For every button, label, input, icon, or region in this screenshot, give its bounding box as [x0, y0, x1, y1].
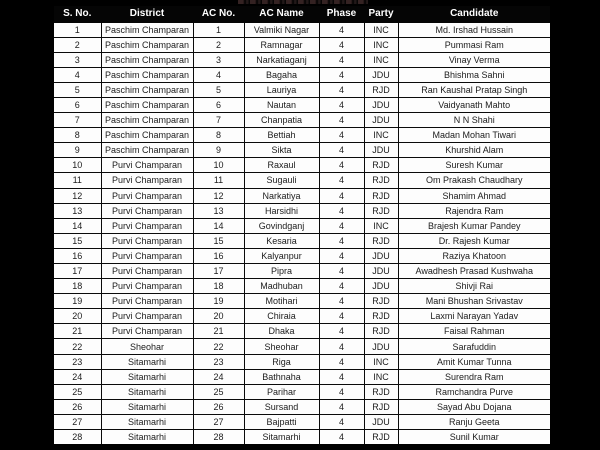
cell-party: RJD: [364, 430, 398, 445]
cell-ac-name: Raxaul: [244, 158, 319, 173]
cell-candidate: Laxmi Narayan Yadav: [398, 309, 551, 324]
cell-party: RJD: [364, 158, 398, 173]
cell-phase: 4: [319, 22, 364, 37]
cell-phase: 4: [319, 52, 364, 67]
cell-ac-no: 8: [193, 128, 244, 143]
cell-sno: 3: [53, 52, 101, 67]
cell-ac-no: 24: [193, 369, 244, 384]
cell-sno: 4: [53, 67, 101, 82]
cell-party: JDU: [364, 264, 398, 279]
cell-ac-no: 6: [193, 97, 244, 112]
cell-candidate: Sayad Abu Dojana: [398, 399, 551, 414]
header-ac-no: AC No.: [193, 5, 244, 22]
cell-party: JDU: [364, 113, 398, 128]
cell-party: RJD: [364, 294, 398, 309]
table-body: [53, 22, 551, 445]
cell-candidate: Khurshid Alam: [398, 143, 551, 158]
cell-phase: 4: [319, 158, 364, 173]
cell-party: RJD: [364, 173, 398, 188]
cell-phase: 4: [319, 399, 364, 414]
cell-party: JDU: [364, 248, 398, 263]
table-header: [53, 5, 551, 22]
cell-ac-name: Valmiki Nagar: [244, 22, 319, 37]
cell-district: Purvi Champaran: [101, 248, 193, 263]
cell-phase: 4: [319, 203, 364, 218]
cell-ac-no: 1: [193, 22, 244, 37]
cell-candidate: Raziya Khatoon: [398, 248, 551, 263]
table-row: [53, 369, 551, 384]
cell-party: INC: [364, 128, 398, 143]
cell-sno: 21: [53, 324, 101, 339]
cell-ac-name: Lauriya: [244, 82, 319, 97]
cell-ac-no: 18: [193, 279, 244, 294]
cell-sno: 10: [53, 158, 101, 173]
cell-candidate: Suresh Kumar: [398, 158, 551, 173]
table-row: [53, 279, 551, 294]
cell-phase: 4: [319, 218, 364, 233]
cell-ac-name: Bettiah: [244, 128, 319, 143]
cell-sno: 24: [53, 369, 101, 384]
cell-ac-no: 21: [193, 324, 244, 339]
cell-ac-name: Riga: [244, 354, 319, 369]
cell-phase: 4: [319, 279, 364, 294]
cell-phase: 4: [319, 113, 364, 128]
cell-phase: 4: [319, 369, 364, 384]
table-row: [53, 113, 551, 128]
cell-ac-no: 12: [193, 188, 244, 203]
cell-party: RJD: [364, 188, 398, 203]
cell-district: Purvi Champaran: [101, 158, 193, 173]
cell-district: Sitamarhi: [101, 414, 193, 429]
cell-district: Sitamarhi: [101, 430, 193, 445]
cell-candidate: Sunil Kumar: [398, 430, 551, 445]
cell-district: Paschim Champaran: [101, 22, 193, 37]
cell-party: INC: [364, 369, 398, 384]
cell-district: Purvi Champaran: [101, 173, 193, 188]
cell-ac-name: Bagaha: [244, 67, 319, 82]
cell-ac-no: 7: [193, 113, 244, 128]
header-phase: Phase: [319, 5, 364, 22]
cell-ac-no: 15: [193, 233, 244, 248]
cell-candidate: Madan Mohan Tiwari: [398, 128, 551, 143]
cell-district: Sitamarhi: [101, 354, 193, 369]
cell-party: JDU: [364, 414, 398, 429]
table-row: [53, 188, 551, 203]
cell-party: INC: [364, 37, 398, 52]
cell-sno: 26: [53, 399, 101, 414]
header-party: Party: [364, 5, 398, 22]
cell-district: Paschim Champaran: [101, 97, 193, 112]
cell-district: Purvi Champaran: [101, 324, 193, 339]
cell-ac-name: Madhuban: [244, 279, 319, 294]
cell-candidate: Faisal Rahman: [398, 324, 551, 339]
cell-phase: 4: [319, 188, 364, 203]
cell-sno: 23: [53, 354, 101, 369]
cell-candidate: Ramchandra Purve: [398, 384, 551, 399]
cell-ac-name: Narkatiya: [244, 188, 319, 203]
cell-sno: 2: [53, 37, 101, 52]
table-row: [53, 430, 551, 445]
cell-sno: 13: [53, 203, 101, 218]
cell-party: RJD: [364, 324, 398, 339]
cell-candidate: Vaidyanath Mahto: [398, 97, 551, 112]
cell-candidate: Sarafuddin: [398, 339, 551, 354]
cell-phase: 4: [319, 233, 364, 248]
cell-sno: 12: [53, 188, 101, 203]
table-row: [53, 384, 551, 399]
cell-district: Sheohar: [101, 339, 193, 354]
cell-district: Sitamarhi: [101, 384, 193, 399]
cell-candidate: Brajesh Kumar Pandey: [398, 218, 551, 233]
cell-candidate: Md. Irshad Hussain: [398, 22, 551, 37]
cell-phase: 4: [319, 294, 364, 309]
cell-sno: 27: [53, 414, 101, 429]
cell-sno: 15: [53, 233, 101, 248]
cell-ac-no: 14: [193, 218, 244, 233]
cell-ac-no: 3: [193, 52, 244, 67]
cell-district: Purvi Champaran: [101, 218, 193, 233]
cell-candidate: Shamim Ahmad: [398, 188, 551, 203]
cell-party: JDU: [364, 143, 398, 158]
cell-sno: 18: [53, 279, 101, 294]
table-row: [53, 339, 551, 354]
table-row: [53, 158, 551, 173]
cell-party: JDU: [364, 67, 398, 82]
cell-phase: 4: [319, 97, 364, 112]
cell-ac-no: 27: [193, 414, 244, 429]
cell-district: Purvi Champaran: [101, 264, 193, 279]
cell-ac-name: Sikta: [244, 143, 319, 158]
cell-district: Paschim Champaran: [101, 52, 193, 67]
cell-phase: 4: [319, 248, 364, 263]
cell-candidate: Surendra Ram: [398, 369, 551, 384]
cell-ac-no: 10: [193, 158, 244, 173]
header-district: District: [101, 5, 193, 22]
cell-district: Sitamarhi: [101, 369, 193, 384]
cell-ac-name: Dhaka: [244, 324, 319, 339]
cell-district: Paschim Champaran: [101, 113, 193, 128]
cell-party: RJD: [364, 82, 398, 97]
table-row: [53, 324, 551, 339]
cell-party: INC: [364, 52, 398, 67]
cell-party: RJD: [364, 384, 398, 399]
cell-candidate: Amit Kumar Tunna: [398, 354, 551, 369]
cell-party: RJD: [364, 309, 398, 324]
cell-ac-name: Nautan: [244, 97, 319, 112]
cell-ac-no: 16: [193, 248, 244, 263]
cell-phase: 4: [319, 128, 364, 143]
table-row: [53, 22, 551, 37]
table-row: [53, 294, 551, 309]
header-sno: S. No.: [53, 5, 101, 22]
table-row: [53, 128, 551, 143]
header-row: [53, 5, 551, 22]
cell-candidate: Bhishma Sahni: [398, 67, 551, 82]
cell-phase: 4: [319, 354, 364, 369]
table-row: [53, 309, 551, 324]
cell-ac-name: Govindganj: [244, 218, 319, 233]
cell-phase: 4: [319, 37, 364, 52]
candidates-table: [52, 4, 552, 446]
cell-sno: 7: [53, 113, 101, 128]
table-row: [53, 218, 551, 233]
table-row: [53, 143, 551, 158]
table-row: [53, 264, 551, 279]
cell-candidate: Vinay Verma: [398, 52, 551, 67]
cell-ac-name: Pipra: [244, 264, 319, 279]
cell-party: RJD: [364, 203, 398, 218]
cell-ac-no: 22: [193, 339, 244, 354]
cell-sno: 28: [53, 430, 101, 445]
cell-phase: 4: [319, 324, 364, 339]
cell-party: RJD: [364, 399, 398, 414]
table-row: [53, 82, 551, 97]
cell-district: Paschim Champaran: [101, 67, 193, 82]
cell-ac-name: Bajpatti: [244, 414, 319, 429]
cell-sno: 19: [53, 294, 101, 309]
cell-ac-no: 2: [193, 37, 244, 52]
cell-phase: 4: [319, 143, 364, 158]
table-row: [53, 354, 551, 369]
cell-ac-no: 9: [193, 143, 244, 158]
cell-phase: 4: [319, 309, 364, 324]
table-row: [53, 203, 551, 218]
table-row: [53, 97, 551, 112]
cell-candidate: Ranju Geeta: [398, 414, 551, 429]
cell-ac-name: Kesaria: [244, 233, 319, 248]
cell-sno: 9: [53, 143, 101, 158]
cell-ac-no: 20: [193, 309, 244, 324]
cell-district: Paschim Champaran: [101, 143, 193, 158]
cell-sno: 6: [53, 97, 101, 112]
cell-candidate: Ran Kaushal Pratap Singh: [398, 82, 551, 97]
cell-party: JDU: [364, 339, 398, 354]
cell-ac-name: Chiraia: [244, 309, 319, 324]
cell-ac-no: 25: [193, 384, 244, 399]
cell-district: Purvi Champaran: [101, 309, 193, 324]
cell-ac-name: Ramnagar: [244, 37, 319, 52]
cell-district: Purvi Champaran: [101, 188, 193, 203]
cell-ac-name: Sursand: [244, 399, 319, 414]
cell-sno: 20: [53, 309, 101, 324]
cell-sno: 14: [53, 218, 101, 233]
cell-candidate: Awadhesh Prasad Kushwaha: [398, 264, 551, 279]
cell-ac-no: 19: [193, 294, 244, 309]
cell-district: Purvi Champaran: [101, 279, 193, 294]
cell-ac-name: Kalyanpur: [244, 248, 319, 263]
cell-ac-name: Motihari: [244, 294, 319, 309]
cell-sno: 5: [53, 82, 101, 97]
cell-sno: 1: [53, 22, 101, 37]
cell-sno: 8: [53, 128, 101, 143]
cell-ac-name: Sheohar: [244, 339, 319, 354]
cell-phase: 4: [319, 414, 364, 429]
cell-ac-no: 17: [193, 264, 244, 279]
table-row: [53, 52, 551, 67]
cell-candidate: Shivji Rai: [398, 279, 551, 294]
cell-sno: 16: [53, 248, 101, 263]
cell-phase: 4: [319, 430, 364, 445]
cell-party: INC: [364, 218, 398, 233]
cell-district: Paschim Champaran: [101, 128, 193, 143]
cell-district: Purvi Champaran: [101, 203, 193, 218]
cell-district: Purvi Champaran: [101, 294, 193, 309]
cell-ac-name: Bathnaha: [244, 369, 319, 384]
cell-district: Paschim Champaran: [101, 82, 193, 97]
cell-party: JDU: [364, 279, 398, 294]
cell-ac-name: Harsidhi: [244, 203, 319, 218]
cell-party: JDU: [364, 97, 398, 112]
cell-candidate: Rajendra Ram: [398, 203, 551, 218]
cell-ac-no: 28: [193, 430, 244, 445]
cell-district: Purvi Champaran: [101, 233, 193, 248]
cell-sno: 11: [53, 173, 101, 188]
cell-phase: 4: [319, 67, 364, 82]
cell-phase: 4: [319, 82, 364, 97]
cell-phase: 4: [319, 173, 364, 188]
table-row: [53, 399, 551, 414]
cell-phase: 4: [319, 339, 364, 354]
cell-party: RJD: [364, 233, 398, 248]
table-row: [53, 248, 551, 263]
cell-sno: 25: [53, 384, 101, 399]
table-row: [53, 173, 551, 188]
cell-ac-name: Sitamarhi: [244, 430, 319, 445]
cell-party: INC: [364, 22, 398, 37]
cell-phase: 4: [319, 264, 364, 279]
cell-candidate: Dr. Rajesh Kumar: [398, 233, 551, 248]
cell-candidate: Om Prakash Chaudhary: [398, 173, 551, 188]
table-row: [53, 414, 551, 429]
cell-candidate: Mani Bhushan Srivastav: [398, 294, 551, 309]
cell-sno: 22: [53, 339, 101, 354]
cell-ac-no: 23: [193, 354, 244, 369]
header-candidate: Candidate: [398, 5, 551, 22]
cell-ac-name: Sugauli: [244, 173, 319, 188]
table-row: [53, 37, 551, 52]
cell-ac-no: 13: [193, 203, 244, 218]
cell-ac-name: Chanpatia: [244, 113, 319, 128]
cell-sno: 17: [53, 264, 101, 279]
table-row: [53, 67, 551, 82]
cell-ac-no: 26: [193, 399, 244, 414]
cell-candidate: Pummasi Ram: [398, 37, 551, 52]
header-ac-name: AC Name: [244, 5, 319, 22]
cell-party: INC: [364, 354, 398, 369]
cell-candidate: N N Shahi: [398, 113, 551, 128]
table-row: [53, 233, 551, 248]
cell-ac-no: 11: [193, 173, 244, 188]
cell-ac-no: 4: [193, 67, 244, 82]
cell-ac-no: 5: [193, 82, 244, 97]
cell-phase: 4: [319, 384, 364, 399]
cell-ac-name: Narkatiaganj: [244, 52, 319, 67]
cell-district: Sitamarhi: [101, 399, 193, 414]
cell-ac-name: Parihar: [244, 384, 319, 399]
cell-district: Paschim Champaran: [101, 37, 193, 52]
